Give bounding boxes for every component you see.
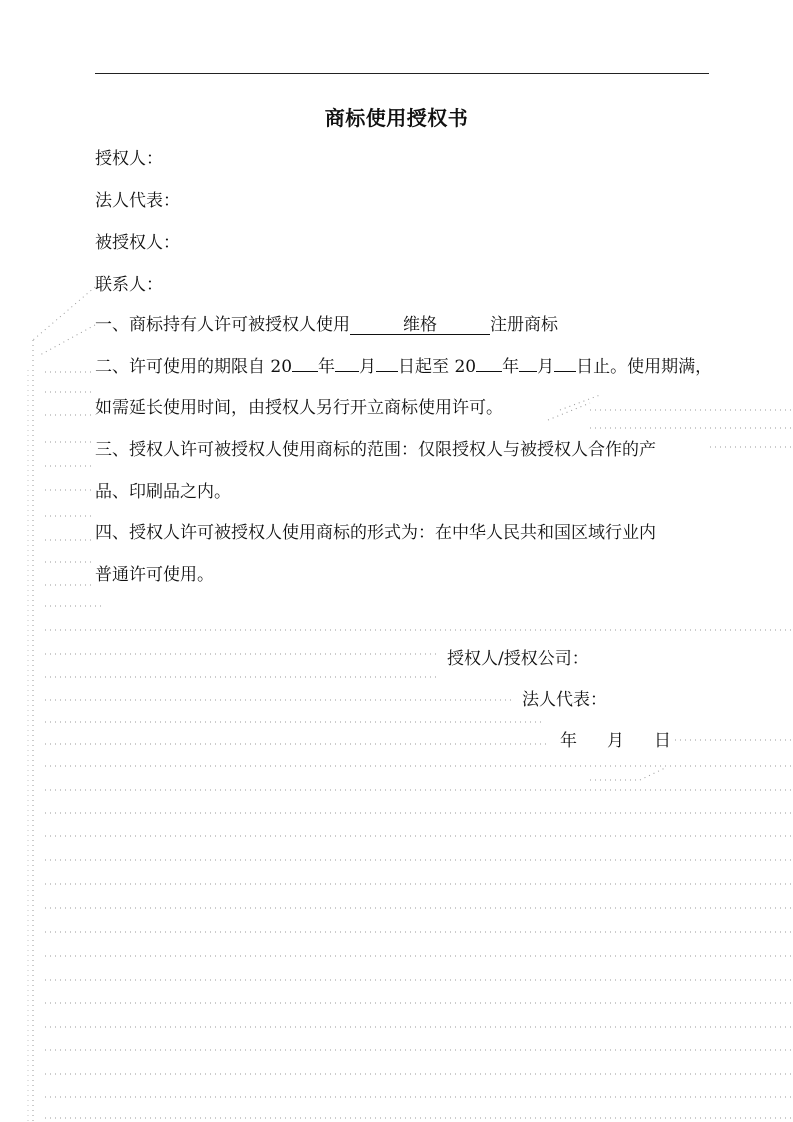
field-legal-rep: 法人代表： [95,191,180,211]
signature-legal-rep: 法人代表： [522,690,607,710]
end-year-label: 年 [502,357,520,377]
date-month-label: 月 [607,731,624,751]
end-month-label: 月 [537,357,555,377]
signature-date [560,730,671,752]
end-year-prefix: 日起至 20 [398,357,477,377]
clause-2-line-1 [95,356,712,378]
clause-2-line-2: 如需延长使用时间，由授权人另行开立商标使用许可。 [95,398,503,418]
start-month-blank [335,371,359,372]
clause-4-line-2: 普通许可使用。 [95,565,214,585]
field-licensor: 授权人： [95,149,163,169]
end-year-blank [476,371,502,372]
clause-1-trademark-blank [350,316,490,335]
clause-3-line-2: 品、印刷品之内。 [95,482,231,502]
clause-1 [95,314,558,336]
field-licensee: 被授权人： [95,233,180,253]
clause-1-suffix: 注册商标 [490,315,558,335]
document-title: 商标使用授权书 [324,106,469,130]
date-day-label: 日 [654,731,671,751]
clause-3-line-1: 三、授权人许可被授权人使用商标的范围：仅限授权人与被授权人合作的产 [95,440,656,460]
clause-2-start-year-prefix: 二、许可使用的期限自 20 [95,357,293,377]
date-year-label: 年 [560,731,577,751]
field-contact: 联系人： [95,275,163,295]
clause-1-trademark-name: 维格 [403,315,437,335]
clause-1-text: 一、商标持有人许可被授权人使用 [95,315,350,335]
signature-company: 授权人/授权公司： [447,649,589,669]
end-month-blank [519,371,537,372]
clause-2-line-1-end: 日止。使用期满， [576,357,713,377]
header-rule [95,73,709,74]
start-year-blank [292,371,318,372]
clause-4-line-1: 四、授权人许可被授权人使用商标的形式为：在中华人民共和国区域行业内 [95,523,656,543]
end-day-blank [554,371,576,372]
start-day-blank [376,371,398,372]
start-month-label: 月 [359,357,377,377]
start-year-label: 年 [318,357,336,377]
